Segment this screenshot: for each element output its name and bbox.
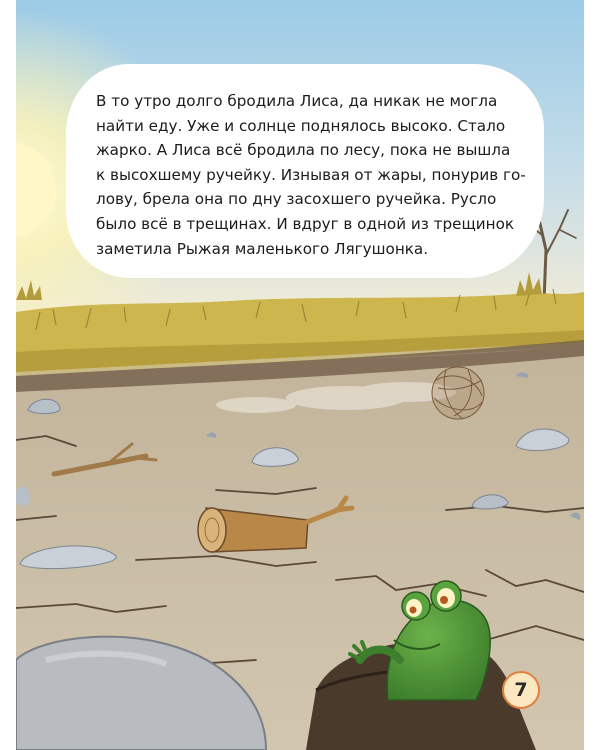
story-page	[16, 0, 584, 750]
story-text	[96, 89, 526, 261]
tumbleweed	[432, 367, 484, 419]
story-line: к высохшему ручейку. Изнывая от жары, понурив го-	[96, 165, 526, 184]
story-line: заметила Рыжая маленького Лягушонка.	[96, 239, 429, 258]
story-line: В то утро долго бродила Лиса, да никак не могла	[96, 92, 498, 110]
story-line: лову, брела она по дну засохшего ручейка. Русло	[96, 190, 497, 209]
story-line: было всё в трещинах. И вдруг в одной из трещинок	[96, 214, 515, 233]
story-line: найти еду. Уже и солнце поднялось высоко. Стало	[96, 116, 506, 135]
page-number: 7	[502, 671, 540, 709]
story-line: жарко. А Лиса всё бродила по лесу, пока не вышла	[96, 141, 511, 160]
story-text-bubble	[66, 64, 544, 278]
